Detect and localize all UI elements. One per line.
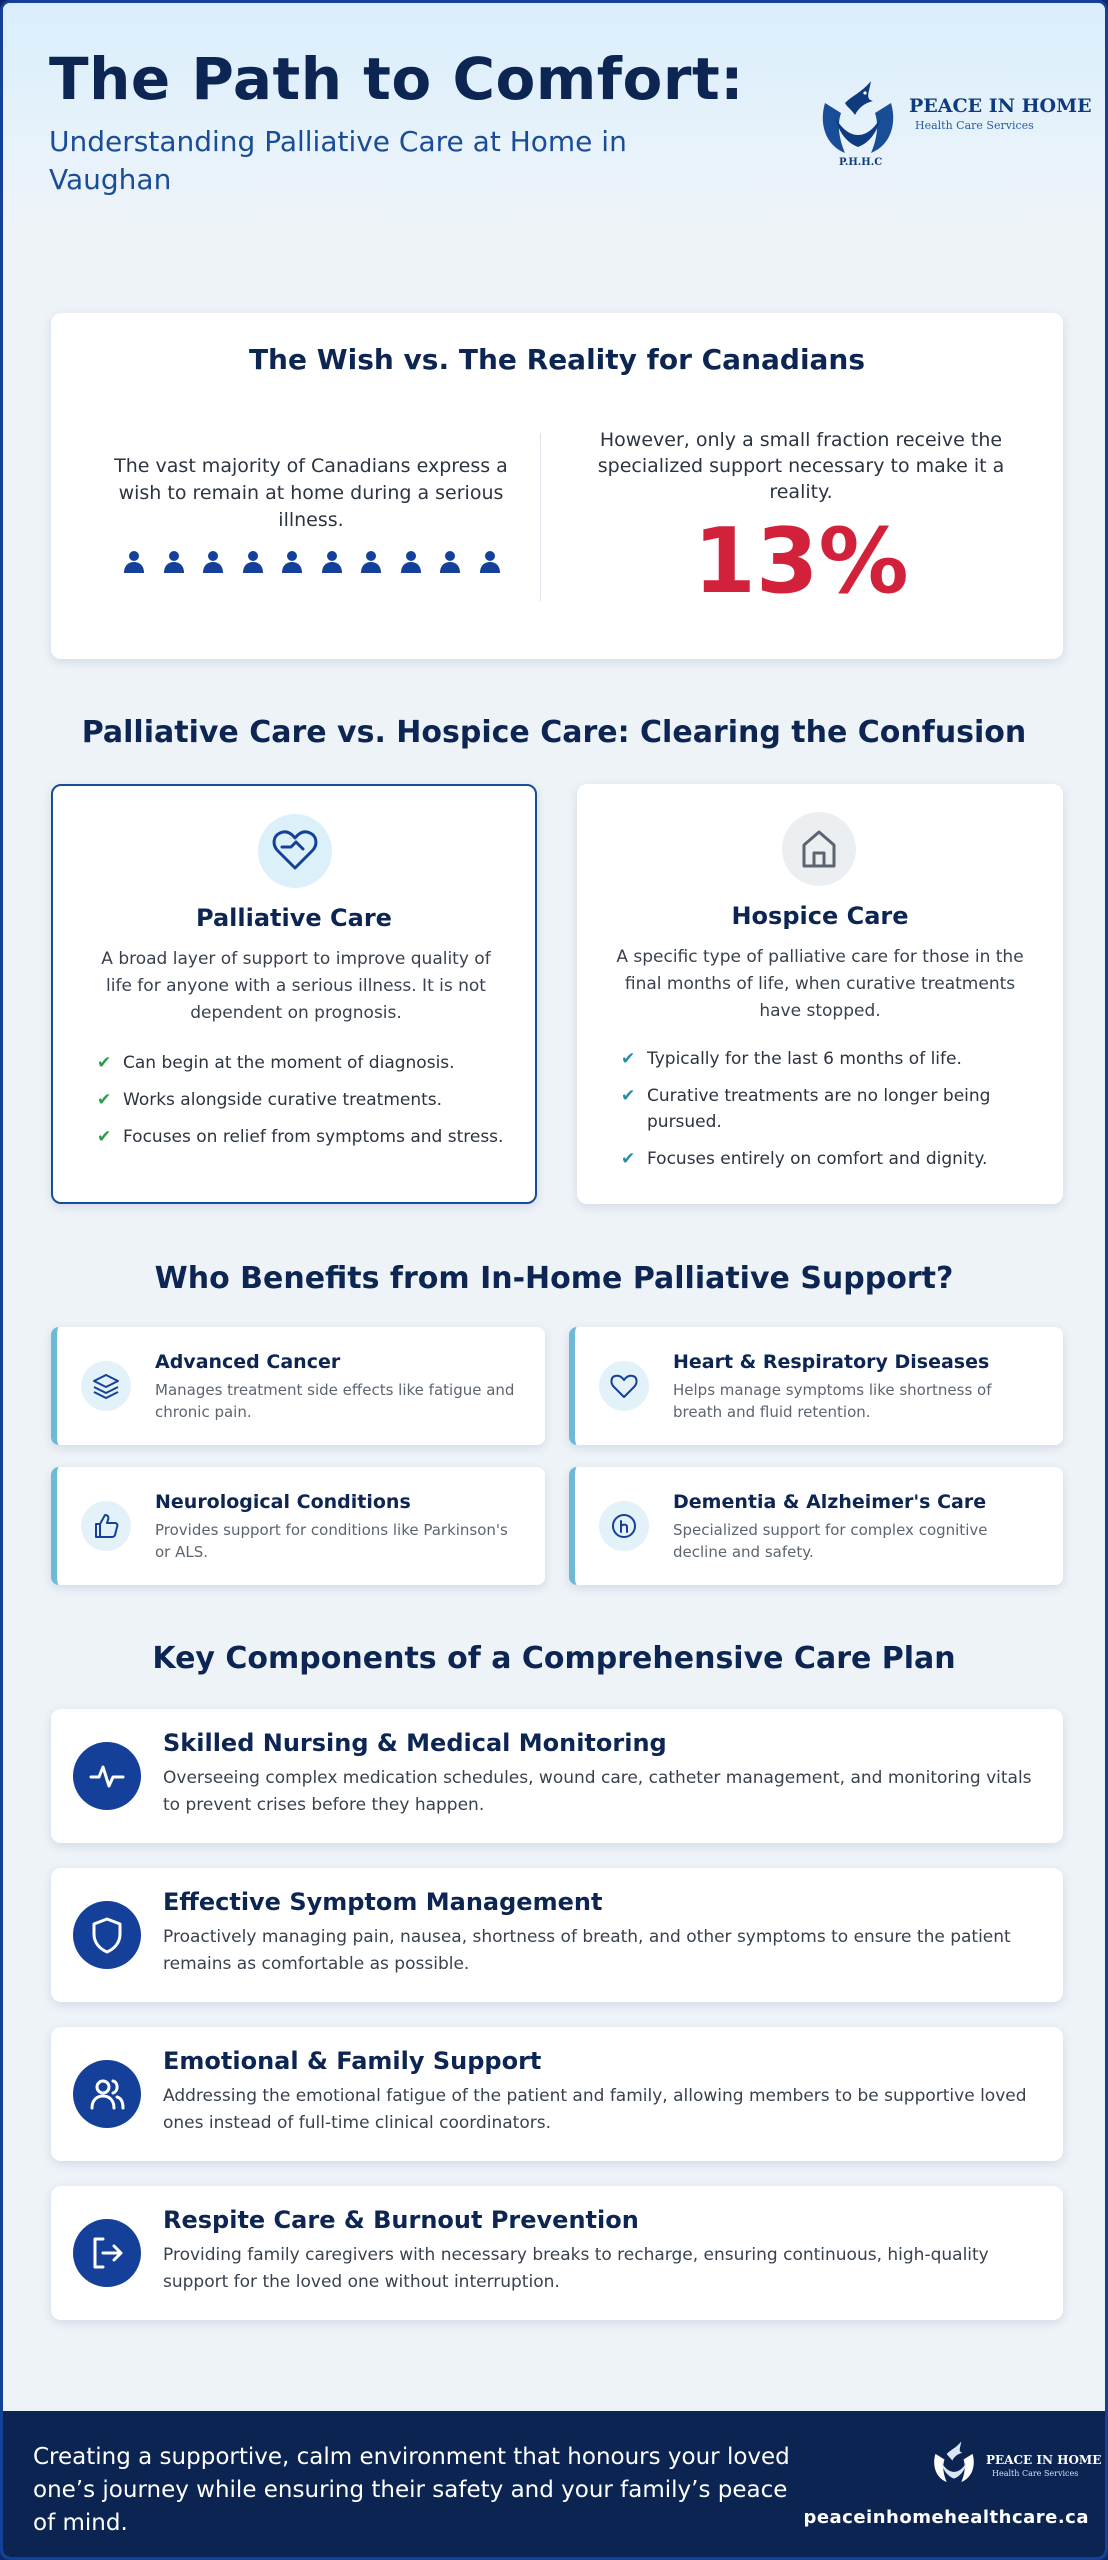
check-icon: ✔ <box>621 1086 636 1106</box>
palliative-points <box>97 1050 507 1161</box>
logo-abbreviation: P.H.H.C <box>839 157 883 168</box>
benefit-title: Dementia & Alzheimer's Care <box>673 1491 987 1513</box>
component-description: Proactively managing pain, nausea, shortness of breath, and other symptoms to ensure the patient remains as comfortable as possible. <box>163 1927 1011 1974</box>
thumbs-up-icon <box>81 1501 131 1551</box>
component-card-symptom <box>51 1868 1063 2002</box>
component-description: Addressing the emotional fatigue of the patient and family, allowing members to be supportive loved ones instead of full-time clinical coordinators. <box>163 2086 1027 2133</box>
header <box>3 3 1105 233</box>
check-icon: ✔ <box>97 1053 112 1073</box>
reality-stat: 13% <box>693 509 909 614</box>
component-title: Respite Care & Burnout Prevention <box>163 2206 639 2234</box>
benefits-section-title: Who Benefits from In-Home Palliative Support? <box>154 1261 954 1296</box>
page-title: The Path to Comfort: <box>49 45 744 113</box>
wish-card-title: The Wish vs. The Reality for Canadians <box>248 343 866 376</box>
home-icon <box>782 812 856 886</box>
component-card-respite <box>51 2186 1063 2320</box>
heart-handshake-icon <box>258 814 332 888</box>
benefit-card-neurological <box>51 1467 545 1585</box>
benefit-card-heart <box>569 1327 1063 1445</box>
person-icon <box>396 548 426 578</box>
compare-section-title: Palliative Care vs. Hospice Care: Clearing the Confusion <box>81 715 1027 750</box>
wish-text: The vast majority of Canadians express a wish to remain at home during a serious illness. <box>114 455 508 531</box>
component-description: Overseeing complex medication schedules, wound care, catheter management, and monitoring vitals to prevent crises before they happen. <box>163 1768 1032 1815</box>
person-icon <box>356 548 386 578</box>
person-icon <box>119 548 149 578</box>
hospice-title: Hospice Care <box>731 902 909 930</box>
component-title: Effective Symptom Management <box>163 1888 603 1916</box>
layers-icon <box>81 1361 131 1411</box>
palliative-description: A broad layer of support to improve quality of life for anyone with a serious illness. It is not dependent on prognosis. <box>101 949 491 1023</box>
component-title: Emotional & Family Support <box>163 2047 542 2075</box>
list-item: ✔ Focuses on relief from symptoms and stress. <box>97 1124 507 1150</box>
person-icon <box>198 548 228 578</box>
components-section-title: Key Components of a Comprehensive Care Plan <box>152 1641 956 1676</box>
benefit-title: Heart & Respiratory Diseases <box>673 1351 990 1373</box>
brain-icon <box>599 1501 649 1551</box>
component-card-emotional <box>51 2027 1063 2161</box>
person-icon <box>277 548 307 578</box>
check-icon: ✔ <box>621 1049 636 1069</box>
component-card-nursing <box>51 1709 1063 1843</box>
footer-logo-tagline: Health Care Services <box>992 2469 1079 2478</box>
dove-hands-logo-icon <box>815 73 901 169</box>
benefit-card-cancer <box>51 1327 545 1445</box>
users-icon <box>73 2060 141 2128</box>
people-icon-row <box>119 548 509 578</box>
person-icon <box>435 548 465 578</box>
brand-logo[interactable] <box>815 73 1092 173</box>
palliative-care-card <box>51 784 537 1204</box>
palliative-title: Palliative Care <box>196 904 392 932</box>
person-icon <box>475 548 505 578</box>
log-out-icon <box>73 2219 141 2287</box>
dove-hands-logo-icon <box>928 2437 980 2491</box>
person-icon <box>238 548 268 578</box>
hospice-description: A specific type of palliative care for those in the final months of life, when curative treatments have stopped. <box>616 947 1024 1021</box>
heart-icon <box>599 1361 649 1411</box>
benefit-description: Specialized support for complex cognitive decline and safety. <box>673 1521 988 1561</box>
footer-logo[interactable] <box>928 2437 1102 2493</box>
footer-message: Creating a supportive, calm environment that honours your loved one’s journey while ensuring their safety and your family’s peace of mind. <box>33 2444 790 2536</box>
divider <box>540 433 541 601</box>
wish-reality-card <box>51 313 1063 659</box>
page-subtitle: Understanding Palliative Care at Home in Vaughan <box>49 125 627 196</box>
footer-logo-name: PEACE IN HOME <box>986 2453 1102 2467</box>
benefit-title: Neurological Conditions <box>155 1491 411 1513</box>
check-icon: ✔ <box>97 1127 112 1147</box>
check-icon: ✔ <box>621 1149 636 1169</box>
person-icon <box>159 548 189 578</box>
footer <box>3 2411 1105 2560</box>
list-item: ✔ Curative treatments are no longer being pursued. <box>621 1083 1031 1135</box>
benefit-card-dementia <box>569 1467 1063 1585</box>
hospice-care-card <box>577 784 1063 1204</box>
check-icon: ✔ <box>97 1090 112 1110</box>
shield-icon <box>73 1901 141 1969</box>
benefit-description: Manages treatment side effects like fatigue and chronic pain. <box>155 1381 515 1421</box>
reality-text: However, only a small fraction receive the specialized support necessary to make it a reality. <box>597 429 1005 503</box>
list-item: ✔ Typically for the last 6 months of life. <box>621 1046 1031 1072</box>
list-item: ✔ Can begin at the moment of diagnosis. <box>97 1050 507 1076</box>
benefit-description: Helps manage symptoms like shortness of breath and fluid retention. <box>673 1381 992 1421</box>
benefit-title: Advanced Cancer <box>155 1351 341 1373</box>
list-item: ✔ Works alongside curative treatments. <box>97 1087 507 1113</box>
component-description: Providing family caregivers with necessary breaks to recharge, ensuring continuous, high-quality support for the loved one without interruption. <box>163 2245 989 2292</box>
website-link[interactable]: peaceinhomehealthcare.ca <box>803 2507 1089 2528</box>
logo-name: PEACE IN HOME <box>909 95 1092 117</box>
activity-icon <box>73 1742 141 1810</box>
person-icon <box>317 548 347 578</box>
hospice-points <box>621 1046 1031 1183</box>
component-title: Skilled Nursing & Medical Monitoring <box>163 1729 667 1757</box>
logo-tagline: Health Care Services <box>915 119 1034 132</box>
list-item: ✔ Focuses entirely on comfort and dignity. <box>621 1146 1031 1172</box>
benefit-description: Provides support for conditions like Parkinson's or ALS. <box>155 1521 508 1561</box>
